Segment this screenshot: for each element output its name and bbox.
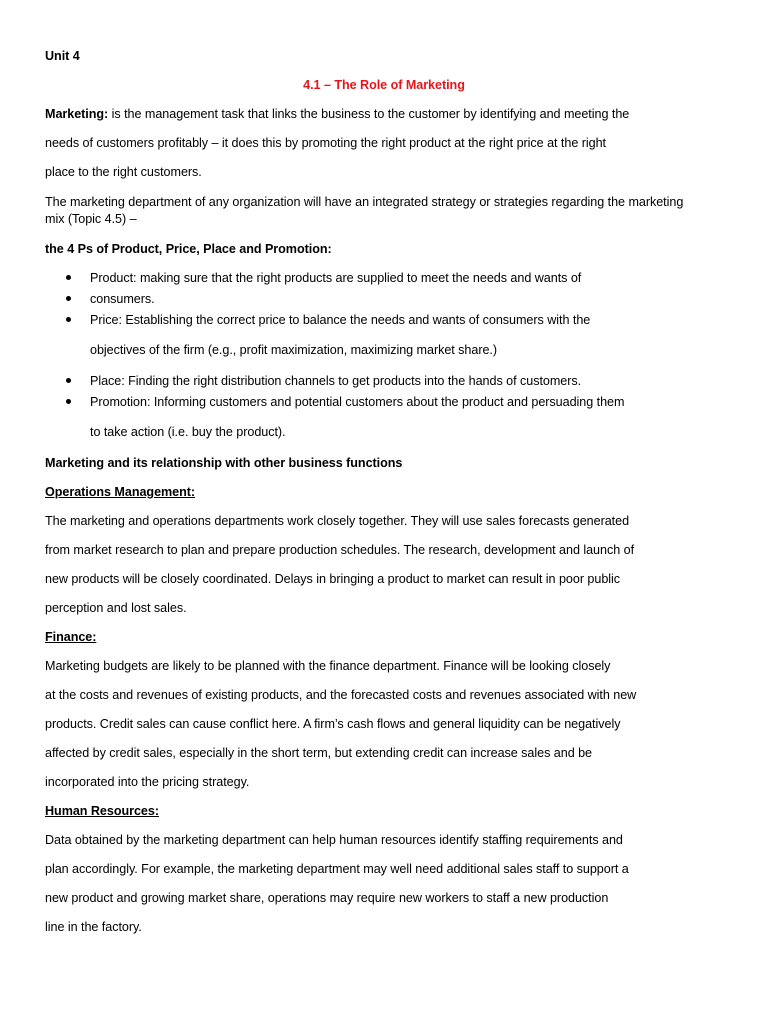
operations-line-4: perception and lost sales. [45, 601, 187, 615]
intro-line-3: place to the right customers. [45, 165, 202, 179]
bullet-point [66, 378, 71, 383]
bullet-point [66, 399, 71, 404]
bullet-price-line-1: Price: Establishing the correct price to balance the needs and wants of consumers with the [90, 313, 591, 327]
hr-heading: Human Resources: [45, 804, 159, 818]
bullet-promotion-line-1: Promotion: Informing customers and potential customers about the product and persuading them [90, 395, 625, 409]
bullet-price-line-2: objectives of the firm (e.g., profit maximization, maximizing market share.) [90, 343, 498, 357]
finance-line-5: incorporated into the pricing strategy. [45, 775, 250, 789]
marketing-term: Marketing: [45, 107, 109, 121]
finance-line-3: products. Credit sales can cause conflict here. A firm’s cash flows and general liquidity can be negatively [45, 717, 621, 731]
section-title: 4.1 – The Role of Marketing [303, 78, 465, 92]
four-ps-heading: the 4 Ps of Product, Price, Place and Promotion: [45, 242, 332, 256]
hr-line-2: plan accordingly. For example, the marketing department may well need additional sales staff to support a [45, 862, 629, 876]
operations-line-2: from market research to plan and prepare production schedules. The research, development and launch of [45, 543, 635, 557]
mix-line-1: The marketing department of any organization will have an integrated strategy or strategies regarding the marketing [45, 195, 684, 209]
operations-line-1: The marketing and operations departments work closely together. They will use sales forecasts generated [45, 514, 630, 528]
bullet-point [66, 296, 71, 301]
bullet-point [66, 275, 71, 280]
bullet-point [66, 317, 71, 322]
finance-line-4: affected by credit sales, especially in the short term, but extending credit can increase sales and be [45, 746, 593, 760]
intro-line-1 [45, 106, 629, 122]
intro-line-1-text: is the management task that links the business to the customer by identifying and meeting the [108, 107, 630, 121]
mix-line-2: mix (Topic 4.5) – [45, 212, 137, 226]
bullet-product-line-2: consumers. [90, 292, 155, 306]
bullet-product-line-1: Product: making sure that the right products are supplied to meet the needs and wants of [90, 271, 582, 285]
finance-line-2: at the costs and revenues of existing products, and the forecasted costs and revenues associated with new [45, 688, 637, 702]
operations-line-3: new products will be closely coordinated. Delays in bringing a product to market can result in poor public [45, 572, 621, 586]
hr-line-4: line in the factory. [45, 920, 142, 934]
unit-label: Unit 4 [45, 49, 80, 63]
bullet-place-line-1: Place: Finding the right distribution channels to get products into the hands of customers. [90, 374, 582, 388]
relationship-heading: Marketing and its relationship with other business functions [45, 456, 403, 470]
intro-line-2: needs of customers profitably – it does this by promoting the right product at the right price at the right [45, 136, 606, 150]
hr-line-3: new product and growing market share, operations may require new workers to staff a new production [45, 891, 609, 905]
finance-heading: Finance: [45, 630, 97, 644]
hr-line-1: Data obtained by the marketing department can help human resources identify staffing requirements and [45, 833, 623, 847]
bullet-promotion-line-2: to take action (i.e. buy the product). [90, 425, 286, 439]
operations-heading: Operations Management: [45, 485, 196, 499]
finance-line-1: Marketing budgets are likely to be planned with the finance department. Finance will be looking closely [45, 659, 611, 673]
